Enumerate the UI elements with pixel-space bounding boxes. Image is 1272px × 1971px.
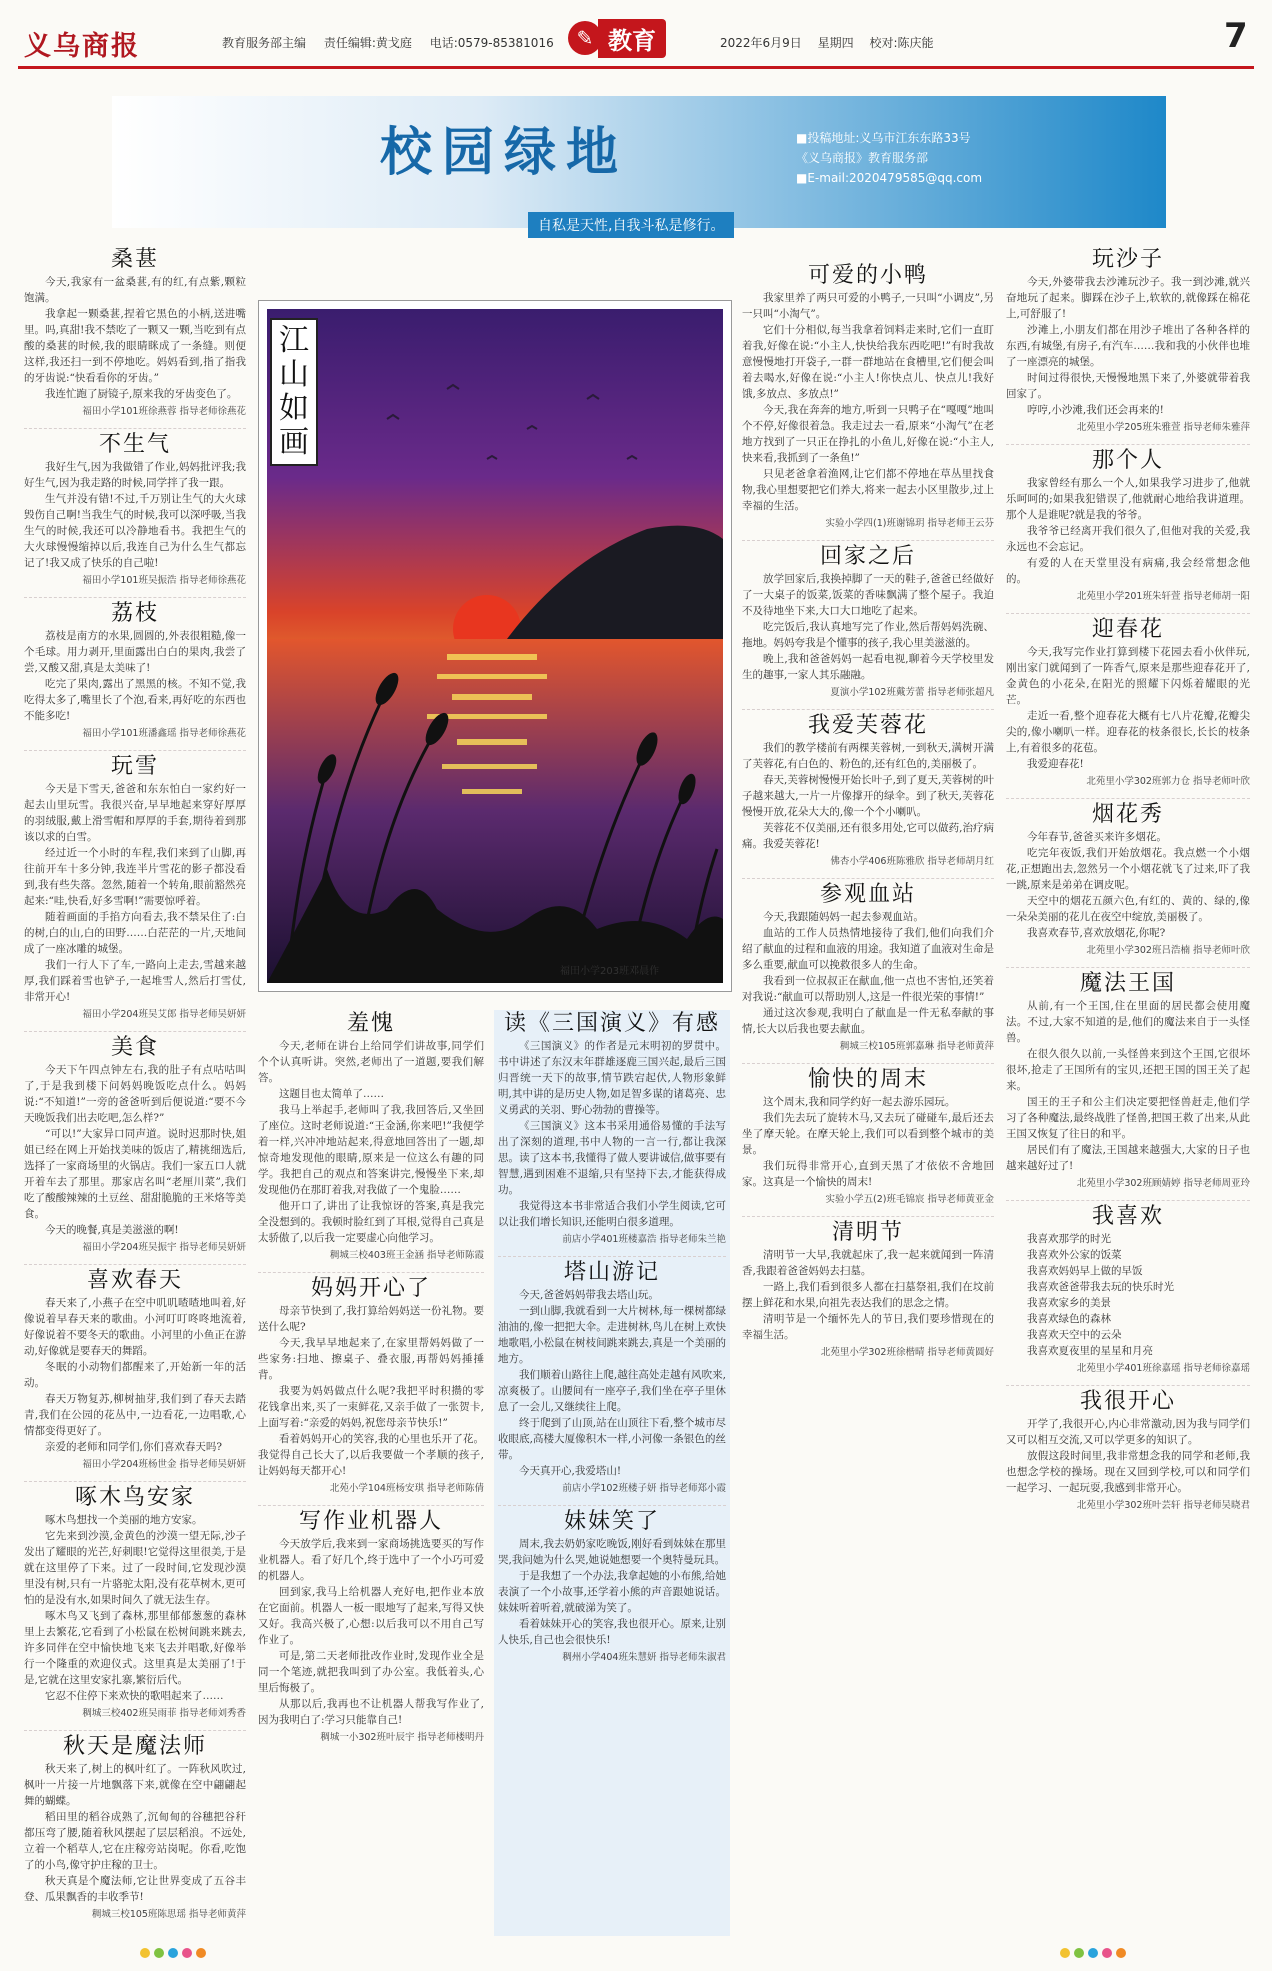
article-byline: 稠城三校105班陈思瑶 指导老师黄萍 [91,1909,246,1920]
article-paragraph: 我家曾经有那么一个人,如果我学习进步了,他就乐呵呵的;如果我犯错误了,他就耐心地给我讲道理。那个人是谁呢?就是我的爷爷。 [1006,477,1250,521]
article-paragraph: 放学回家后,我换掉脚了一天的鞋子,爸爸已经做好了一大桌子的饭菜,饭菜的香味飘满了整个屋子。我迫不及待地坐下来,大口大口地吃了起来。 [742,573,994,617]
article-byline: 前店小学401班楼嘉浩 指导老师朱兰艳 [562,1234,726,1245]
article-title: 清明节 [831,1220,904,1245]
article-paragraph: 一路上,我们看到很多人都在扫墓祭祖,我们在坟前摆上鲜花和水果,向祖先表达我们的思念之情。 [742,1281,994,1309]
column-motto: 自私是天性,自我斗私是修行。 [528,212,734,238]
article [742,263,994,541]
article-paragraph: 血站的工作人员热情地接待了我们,他们向我们介绍了献血的过程和血液的用途。我知道了血液对生命是多么重要,献血可以挽救很多人的生命。 [742,927,994,971]
article-paragraph: 春天,芙蓉树慢慢开始长叶子,到了夏天,芙蓉树的叶子越来越大,一片一片像撑开的绿伞。到了秋天,芙蓉花慢慢开放,花朵大大的,像一个个小喇叭。 [742,774,994,818]
article-title: 美食 [110,1035,159,1060]
article-title: 妈妈开心了 [310,1276,431,1301]
issue-date: 2022年6月9日 [720,36,802,50]
article-paragraph: 今天,我在奔奔的地方,听到一只鸭子在“嘎嘎”地叫个不停,好像很着急。我走过去一看,原来“小淘气”在老地方找到了一只正在挣扎的小鱼儿,好像在说:“小主人,快来看,我抓到了一条鱼!” [742,404,994,464]
article-paragraph: 它先来到沙漠,金黄色的沙漠一望无际,沙子发出了耀眼的光芒,好刺眼!它觉得这里很美,于是就在这里停了下来。过了一段时间,它发现沙漠里没有树,只有一片骆驼太阳,没有花草树木,更可怕的是没有水,如果时间久了就无法生存。 [24,1530,246,1606]
article [1006,247,1250,445]
article-paragraph: 我喜欢爸爸带我去玩的快乐时光 [1027,1281,1174,1293]
article-paragraph: 我们顺着山路往上爬,越往高处走越有风吹来,凉爽极了。山腰间有一座亭子,我们坐在亭子里休息了一会儿,又继续往上爬。 [498,1369,726,1413]
column-4 [742,262,994,1936]
article [24,601,246,751]
article-paragraph: 我马上举起手,老师叫了我,我回答后,又坐回了座位。这时老师说道:“王金涵,你来吧!”我便学着一样,兴冲冲地站起来,得意地回答出了一题,却惊奇地发现他的眼睛,原来是一位这么有趣的同学。我把自己的观点和答案讲完,慢慢坐下来,却发现他仍在那盯着我,对我做了一个鬼脸…… [258,1104,484,1196]
article-paragraph: 啄木鸟又飞到了森林,那里郁郁葱葱的森林里上去繁花,它看到了小松鼠在松树间跳来跳去,许多同伴在空中愉快地飞来飞去并唱歌,好像举行一个隆重的欢迎仪式。这里真是太美丽了!于是,它就在这里安家扎寨,繁衍后代。 [24,1610,246,1686]
article-paragraph: 国王的王子和公主们决定要把怪兽赶走,他们学习了各种魔法,最终战胜了怪兽,把国王救了出来,从此王国又恢复了往日的和平。 [1006,1096,1250,1140]
article-paragraph: 可是,第二天老师批改作业时,发现作业全是同一个笔迹,就把我叫到了办公室。我低着头,心里后悔极了。 [258,1650,484,1694]
article-paragraph: 回到家,我马上给机器人充好电,把作业本放在它面前。机器人一板一眼地写了起来,写得又快又好。我高兴极了,心想:以后我可以不用自己写作业了。 [258,1586,484,1646]
article-title: 妹妹笑了 [563,1509,660,1534]
article-paragraph: 天空中的烟花五颜六色,有红的、黄的、绿的,像一朵朵美丽的花儿在夜空中绽放,美丽极了。 [1006,895,1250,923]
masthead [0,0,1272,78]
article-byline: 实验小学四(1)班谢锦玥 指导老师王云芬 [825,518,994,529]
article-paragraph: 啄木鸟想找一个美丽的地方安家。 [45,1514,203,1526]
weekday: 星期四 [817,36,854,50]
article-paragraph: 只见老爸拿着渔网,让它们都不停地在草丛里找食物,我心里想要把它们养大,将来一起去小区里散步,过上幸福的生活。 [742,468,994,512]
article-paragraph: 秋天真是个魔法师,它让世界变成了五谷丰登、瓜果飘香的丰收季节! [24,1875,246,1903]
article-paragraph: 我连忙跑了厨镜子,原来我的牙齿变色了。 [45,388,238,400]
article-paragraph: 清明节是一个缅怀先人的节日,我们要珍惜现在的幸福生活。 [742,1313,994,1341]
article-paragraph: 我喜欢妈妈早上做的早饭 [1027,1265,1143,1277]
article-paragraph: 今天放学后,我来到一家商场挑选要买的写作业机器人。看了好几个,终于选中了一个小巧可爱的机器人。 [258,1538,484,1582]
article-paragraph: 开学了,我很开心,内心非常激动,因为我与同学们又可以相互交流,又可以学更多的知识了。 [1006,1418,1250,1446]
article-title: 可爱的小鸭 [807,263,928,288]
article-paragraph: 看着妹妹开心的笑容,我也很开心。原来,让别人快乐,自己也会很快乐! [498,1618,726,1646]
article-paragraph: 周末,我去奶奶家吃晚饭,刚好看到妹妹在那里哭,我问她为什么哭,她说她想要一个奥特曼玩具。 [498,1538,726,1566]
article-byline: 实验小学五(2)班毛锦宸 指导老师黄亚金 [825,1194,994,1205]
article-paragraph: 晚上,我和爸爸妈妈一起看电视,聊着今天学校里发生的趣事,一家人其乐融融。 [742,653,994,681]
article-paragraph: 清明节一大早,我就起床了,我一起来就闻到一阵清香,我跟着爸爸妈妈去扫墓。 [742,1249,994,1277]
article-paragraph: 它们十分相似,每当我拿着饲料走来时,它们一直盯着我,好像在说:“小主人,快快给我东西吃吧!”有时我故意慢慢地打开袋子,一群一群地站在食槽里,它们便会叫着去喝水,好像在说:“小主人!你快点儿、快点儿!我好饿,多放点、多放点!” [742,324,994,400]
article-byline: 北苑小学104班杨安琪 指导老师陈倩 [329,1483,484,1494]
article-byline: 北苑里小学302班吕浩楠 指导老师叶欣 [1086,945,1250,956]
article [24,432,246,598]
article [742,882,994,1064]
article [1006,971,1250,1201]
article-byline: 北苑里小学201班朱轩萱 指导老师胡一阳 [1076,591,1250,602]
section-icon: ✎ [568,21,602,55]
header-meta [222,34,568,51]
article [498,1011,726,1257]
article-paragraph: 今天,我家有一盆桑葚,有的红,有点紫,颗粒饱满。 [24,276,246,304]
article-paragraph: 《三国演义》这本书采用通俗易懂的手法写出了深刻的道理,书中人物的一言一行,都让我深思。读了这本书,我懂得了做人要讲诚信,做事要有智慧,遇到困难不退缩,只有坚持下去,才能获得成功。 [498,1120,726,1196]
article-title: 玩沙子 [1091,247,1164,272]
article-title: 烟花秀 [1091,802,1164,827]
article-title: 我爱芙蓉花 [807,713,928,738]
article [1006,617,1250,799]
article-paragraph: 《三国演义》的作者是元末明初的罗贯中。书中讲述了东汉末年群雄逐鹿三国兴起,最后三国归晋统一天下的故事,情节跌宕起伏,人物形象鲜明,其中讲的是历史人物,如足智多谋的诸葛亮、忠义勇武的关羽、野心勃勃的曹操等。 [498,1040,726,1116]
article-byline: 福田小学101班徐燕蓉 指导老师徐燕花 [82,406,246,417]
article [742,544,994,710]
article-paragraph: 我喜欢绿色的森林 [1027,1313,1111,1325]
article [1006,1389,1250,1522]
article-paragraph: 秋天来了,树上的枫叶红了。一阵秋风吹过,枫叶一片接一片地飘落下来,就像在空中翩翩起舞的蝴蝶。 [24,1763,246,1807]
column-title: 校园绿地 [380,123,629,183]
article-byline: 北苑里小学302班叶芸轩 指导老师吴晓君 [1076,1500,1250,1511]
article-paragraph: 终于爬到了山顶,站在山顶往下看,整个城市尽收眼底,高楼大厦像积木一样,小河像一条银色的丝带。 [498,1417,726,1461]
article [258,1276,484,1506]
article-paragraph: 荔枝是南方的水果,圆圆的,外表很粗糙,像一个毛球。用力剥开,里面露出白白的果肉,我尝了尝,又酸又甜,真是太美味了! [24,630,246,674]
article-byline: 北苑里小学302班顾婧婷 指导老师周亚玲 [1076,1178,1250,1189]
article-byline: 稠城三校105班郭嘉琳 指导老师黄萍 [839,1041,994,1052]
article-paragraph: 一到山脚,我就看到一大片树林,每一棵树都绿油油的,像一把把大伞。走进树林,鸟儿在树上欢快地歌唱,小松鼠在树枝间跳来跳去,真是一个美丽的地方。 [498,1305,726,1365]
article-byline: 福田小学204班吴振宇 指导老师吴妍妍 [82,1242,246,1253]
responsible-editor: 责任编辑:黄戈庭 [323,36,412,50]
section-label: 教育 [598,19,666,58]
article-title: 玩雪 [110,754,159,779]
article-paragraph: 时间过得很快,天慢慢地黑下来了,外婆就带着我回家了。 [1006,372,1250,400]
article-title: 啄木鸟安家 [74,1485,195,1510]
article-paragraph: 今天,外婆带我去沙滩玩沙子。我一到沙滩,就兴奋地玩了起来。脚踩在沙子上,软软的,就像踩在棉花上,可舒服了! [1006,276,1250,320]
article-paragraph: 放假这段时间里,我非常想念我的同学和老师,我也想念学校的操场。现在又回到学校,可以和同学们一起学习、一起玩耍,我感到非常开心。 [1006,1450,1250,1494]
painting-caption: 福田小学203班邓晨作 [560,966,660,977]
article-paragraph: 我拿起一颗桑葚,捏着它黑色的小柄,送进嘴里。吗,真甜!我不禁吃了一颗又一颗,当吃到有点酸的桑葚的时候,我的眼睛眯成了一条缝。则便这样,我还扫一到不停地吃。妈妈看到,指了指我的牙齿说:“快看看你的牙齿。” [24,308,246,384]
article [258,1509,484,1754]
column-1 [24,246,246,1936]
article-title: 喜欢春天 [86,1268,183,1293]
article [1006,802,1250,968]
article [24,1734,246,1931]
newspaper-logo: 义乌商报 [24,31,140,62]
article-byline: 福田小学101班潘鑫瑶 指导老师徐燕花 [82,728,246,739]
article-paragraph: 他开口了,讲出了让我惊讶的答案,真是我完全没想到的。我顿时脸红到了耳根,觉得自己真是太骄傲了,以后我一定要虚心向他学习。 [258,1200,484,1244]
article-paragraph: 我喜欢春节,喜欢放烟花,你呢? [1027,927,1166,939]
article-paragraph: 吃完年夜饭,我们开始放烟花。我点燃一个小烟花,正想跑出去,忽然另一个小烟花就飞了过来,吓了我一跳,原来是弟弟在调皮呢。 [1006,847,1250,891]
article-title: 塔山游记 [563,1260,660,1285]
footer-dots-right [1060,1948,1126,1960]
article-paragraph: 今年春节,爸爸买来许多烟花。 [1027,831,1167,843]
article-paragraph: 生气并没有错!不过,千万别让生气的大火球毁伤自己啊!当我生气的时候,我可以深呼吸,当我生气的时候,我还可以冷静地看书。我把生气的大火球慢慢缩掉以后,我连自己为什么生气都忘记了!我又成了快乐的自己啦! [24,493,246,569]
article [24,1268,246,1482]
article-title: 愉快的周末 [807,1067,928,1092]
article-title: 我很开心 [1079,1389,1176,1414]
article-paragraph: 今天,爸爸妈妈带我去塔山玩。 [519,1289,659,1301]
article-title: 写作业机器人 [298,1509,443,1534]
article-byline: 北苑里小学302班徐楷晴 指导老师黄圆好 [820,1347,994,1358]
chief-editor: 教育服务部主编 [222,36,307,50]
article-paragraph: 看着妈妈开心的笑容,我的心里也乐开了花。我觉得自己长大了,以后我要做一个孝顺的孩子,让妈妈每天都开心! [258,1433,484,1477]
article-byline: 佛杏小学406班陈雅欣 指导老师胡月红 [830,856,994,867]
article-title: 迎春花 [1091,617,1164,642]
article-paragraph: 于是我想了一个办法,我拿起她的小布熊,给她表演了一个小故事,还学着小熊的声音跟她说话。妹妹听着听着,就破涕为笑了。 [498,1570,726,1614]
article-paragraph: 今天真开心,我爱塔山! [519,1465,622,1477]
article-byline: 稠城三校402班吴雨菲 指导老师刘秀香 [82,1708,246,1719]
article-byline: 北苑里小学205班朱雅萱 指导老师朱雅萍 [1076,422,1250,433]
article [258,1011,484,1273]
proofreader: 校对:陈庆能 [869,36,934,50]
article-title: 那个人 [1091,448,1164,473]
article-byline: 福田小学204班杨世金 指导老师吴妍妍 [82,1459,246,1470]
painting-frame [258,300,732,992]
article-paragraph: 沙滩上,小朋友们都在用沙子堆出了各种各样的东西,有城堡,有房子,有汽车……我和我的小伙伴也堆了一座漂亮的城堡。 [1006,324,1250,368]
article-paragraph: 春天来了,小燕子在空中叽叽喳喳地叫着,好像说着早春天来的歌曲。小河叮叮咚咚地流着,好像说着不要冬天的歌曲。小河里的小鱼正在游动,好像就是要春天的舞蹈。 [24,1297,246,1357]
article-paragraph: 今天,我早早地起来了,在家里帮妈妈做了一些家务:扫地、擦桌子、叠衣服,再帮妈妈捶捶背。 [258,1337,484,1381]
article-paragraph: 我喜欢夏夜里的星星和月亮 [1027,1345,1153,1357]
article-paragraph: 这个周末,我和同学约好一起去游乐园玩。 [763,1096,956,1108]
article-paragraph: 我们的教学楼前有两棵芙蓉树,一到秋天,满树开满了芙蓉花,有白色的、粉色的,还有红色的,美丽极了。 [742,742,994,770]
article-title: 桑葚 [110,247,159,272]
column-banner [112,96,1166,228]
article-byline: 夏演小学102班戴芳蕾 指导老师张超凡 [830,687,994,698]
article-paragraph: 我们一行人下了车,一路向上走去,雪越来越厚,我们踩着雪也铲子,一起堆雪人,然后打雪仗,非常开心! [24,959,246,1003]
column-5 [1006,246,1250,1936]
submission-address: ■投稿地址:义乌市江东东路33号 [796,131,971,145]
article-paragraph: “可以!”大家异口同声道。说时迟那时快,姐姐已经在网上开始找美味的饭店了,精挑细选后,选择了一家商场里的火锅店。我们一家五口人就开着车去了那里。那家店名叫“老厘川菜”,我们吃了酸酸辣辣的土豆丝、甜甜脆脆的王米烙等美食。 [24,1128,246,1220]
article-byline: 福田小学204班吴艾郎 指导老师吴妍妍 [82,1009,246,1020]
article-title: 回家之后 [819,544,916,569]
article-paragraph: 我们玩得非常开心,直到天黑了才依依不舍地回家。这真是一个愉快的周末! [742,1160,994,1188]
article-paragraph: 今天,我写完作业打算到楼下花园去看小伙伴玩,刚出家门就闻到了一阵香气,原来是那些迎春花开了,金黄色的小花朵,在阳光的照耀下闪烁着耀眼的光芒。 [1006,646,1250,706]
article [24,247,246,429]
article-paragraph: 随着画面的手掐方向看去,我不禁呆住了:白的树,白的山,白的田野……白茫茫的一片,天地间成了一座冰雕的城堡。 [24,911,246,955]
article [498,1509,726,1674]
article-title: 不生气 [98,432,171,457]
article-byline: 稠城一小302班叶辰宇 指导老师楼明丹 [320,1732,484,1743]
article-paragraph: 从前,有一个王国,住在里面的居民都会使用魔法。不过,大家不知道的是,他们的魔法来自于一头怪兽。 [1006,1000,1250,1044]
sunset-painting [267,309,723,983]
column-3 [494,1010,730,1936]
article-paragraph: 我要为妈妈做点什么呢?我把平时积攒的零花钱拿出来,买了一束鲜花,又亲手做了一张贺卡,上面写着:“亲爱的妈妈,祝您母亲节快乐!” [258,1385,484,1429]
article-paragraph: 哼哼,小沙滩,我们还会再来的! [1027,404,1164,416]
submission-dept: 《义乌商报》教育服务部 [796,151,929,165]
article-paragraph: 经过近一个小时的车程,我们来到了山脚,再往前开车十多分钟,我连半片雪花的影子都没看到,我有些失落。忽然,随着一个转角,眼前豁然亮起来:“哇,快看,好多雪啊!”需要惊呼着。 [24,847,246,907]
article-paragraph: 我喜欢外公家的饭菜 [1027,1249,1122,1261]
article [742,713,994,879]
article-paragraph: 走近一看,整个迎春花大概有七八片花瓣,花瓣尖尖的,像小喇叭一样。迎春花的枝条很长,长长的枝条上,有着很多的花苞。 [1006,710,1250,754]
article-byline: 北苑里小学302班郭力仓 指导老师叶欣 [1086,776,1250,787]
article-paragraph: 我爷爷已经离开我们很久了,但他对我的关爱,我永远也不会忘记。 [1006,525,1250,553]
article [24,754,246,1032]
article-paragraph: 亲爱的老师和同学们,你们喜欢春天吗? [45,1441,222,1453]
article-paragraph: 冬眠的小动物们都醒来了,开始新一年的活动。 [24,1361,246,1389]
article-byline: 稠州小学404班朱慧妍 指导老师朱淑君 [562,1652,726,1663]
article-paragraph: 我爱迎春花! [1027,758,1084,770]
article-paragraph: 我喜欢天空中的云朵 [1027,1329,1122,1341]
article-paragraph: 我看到一位叔叔正在献血,他一点也不害怕,还笑着对我说:“献血可以帮助别人,这是一件很光荣的事情!” [742,975,994,1003]
article [742,1220,994,1369]
submission-info [796,128,982,188]
article-paragraph: 今天是下雪天,爸爸和东东怕白一家约好一起去山里玩雪。我很兴奋,早早地起来穿好厚厚的羽绒服,戴上滑雪帽和厚厚的手套,期待着到那该以求的白雪。 [24,783,246,843]
article [742,1067,994,1217]
article [498,1260,726,1506]
article-paragraph: 今天,我跟随妈妈一起去参观血站。 [763,911,924,923]
article-paragraph: 芙蓉花不仅美丽,还有很多用处,它可以做药,治疗病痛。我爱芙蓉花! [742,822,994,850]
page-number: 7 [1224,16,1248,56]
article-paragraph: 今天,老师在讲台上给同学们讲故事,同学们个个认真听讲。突然,老师出了一道题,要我们解答。 [258,1040,484,1084]
article-paragraph: 吃完饭后,我认真地写完了作业,然后帮妈妈洗碗、拖地。妈妈夸我是个懂事的孩子,我心里美滋滋的。 [742,621,994,649]
article-paragraph: 稻田里的稻谷成熟了,沉甸甸的谷穗把谷秆都压弯了腰,随着秋风摆起了层层稻浪。不远处,立着一个稻草人,它在庄稼旁站岗呢。你看,吃饱了的小鸟,像守护庄稼的卫士。 [24,1811,246,1871]
article-title: 荔枝 [110,601,159,626]
article-paragraph: 我喜欢那学的时光 [1027,1233,1111,1245]
article-paragraph: 有爱的人在天堂里没有病痛,我会经常想念他的。 [1006,557,1250,585]
article-byline: 稠城三校403班王金涵 指导老师陈霞 [329,1250,484,1261]
article-paragraph: 通过这次参观,我明白了献血是一件无私奉献的事情,长大以后我也要去献血。 [742,1007,994,1035]
submission-email: ■E-mail:2020479585@qq.com [796,171,983,185]
section-badge [568,18,666,58]
article-paragraph: 今天的晚餐,真是美滋滋的啊! [45,1224,179,1236]
article [1006,1204,1250,1386]
article-paragraph: 吃完了果肉,露出了黑黑的核。不知不觉,我吃得太多了,嘴里长了个泡,看来,再好吃的东西也不能多吃! [24,678,246,722]
article [1006,448,1250,614]
article-title: 读《三国演义》有感 [503,1011,720,1036]
column-2 [258,1010,484,1936]
article-title: 魔法王国 [1079,971,1176,996]
painting-title: 江山如画 [270,318,318,466]
article-paragraph: 这题目也太简单了…… [279,1088,384,1100]
header-date [720,34,946,51]
phone: 电话:0579-85381016 [429,36,554,50]
article-paragraph: 在很久很久以前,一头怪兽来到这个王国,它很坏很坏,抢走了王国所有的宝贝,还把王国的国王关了起来。 [1006,1048,1250,1092]
article-paragraph: 它忍不住停下来欢快的歌唱起来了…… [45,1690,224,1702]
article-byline: 前店小学102班楼子妍 指导老师郑小霞 [562,1483,726,1494]
article-paragraph: 我家里养了两只可爱的小鸭子,一只叫“小调皮”,另一只叫“小淘气”。 [742,292,994,320]
article-paragraph: 我们先去玩了旋转木马,又去玩了碰碰车,最后还去坐了摩天轮。在摩天轮上,我们可以看到整个城市的美景。 [742,1112,994,1156]
article [24,1485,246,1731]
article-byline: 福田小学101班吴振浩 指导老师徐燕花 [82,575,246,586]
article-paragraph: 今天下午四点钟左右,我的肚子有点咕咕叫了,于是我到楼下问妈妈晚饭吃点什么。妈妈说:“不知道!”一旁的爸爸听到后便说道:“要不今天晚饭我们出去吃吧,怎么样?” [24,1064,246,1124]
article-paragraph: 居民们有了魔法,王国越来越强大,大家的日子也越来越好过了! [1006,1144,1250,1172]
article-paragraph: 春天万物复苏,柳树抽芽,我们到了春天去踏青,我们在公园的花丛中,一边看花,一边唱歌,心情都变得更好了。 [24,1393,246,1437]
footer-dots-left [140,1948,206,1960]
article-paragraph: 我觉得这本书非常适合我们小学生阅读,它可以让我们增长知识,还能明白很多道理。 [498,1200,726,1228]
article-title: 羞愧 [346,1011,395,1036]
article-title: 我喜欢 [1091,1204,1164,1229]
article-paragraph: 我喜欢家乡的美景 [1027,1297,1111,1309]
article-byline: 北苑里小学401班徐嘉瑶 指导老师徐嘉瑶 [1076,1363,1250,1374]
article-paragraph: 从那以后,我再也不让机器人帮我写作业了,因为我明白了:学习只能靠自己! [258,1698,484,1726]
article-paragraph: 母亲节快到了,我打算给妈妈送一份礼物。要送什么呢? [258,1305,484,1333]
header-rule [18,66,1254,69]
article-title: 秋天是魔法师 [62,1734,207,1759]
article-paragraph: 我好生气,因为我做错了作业,妈妈批评我;我好生气,因为我走路的时候,同学拌了我一跟。 [24,461,246,489]
article-title: 参观血站 [819,882,916,907]
article [24,1035,246,1265]
